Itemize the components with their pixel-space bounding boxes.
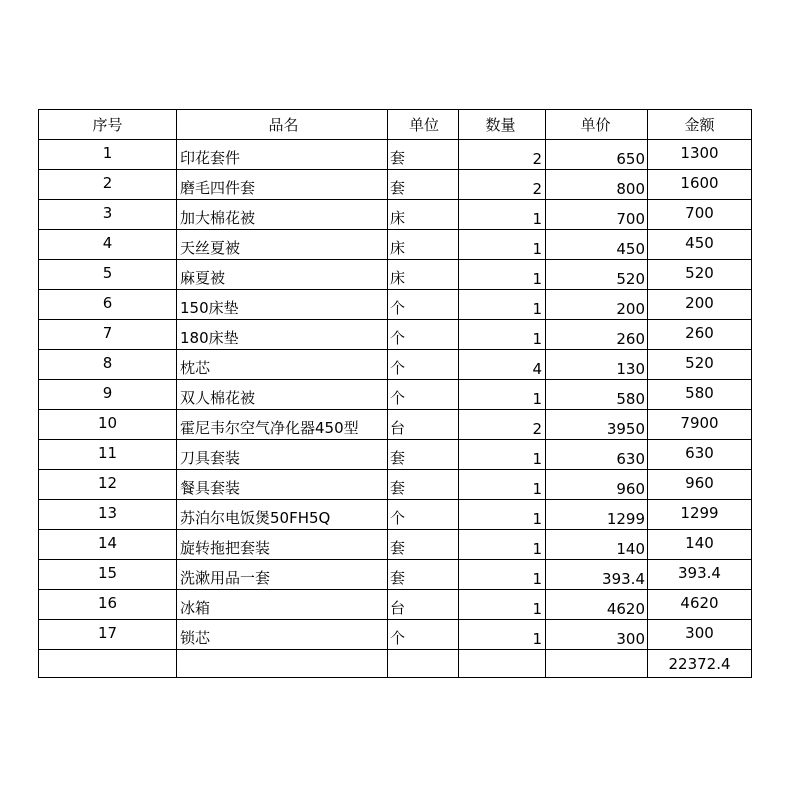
total-qty-cell — [459, 650, 546, 678]
table-row — [39, 260, 752, 290]
cell-seq: 8 — [39, 350, 177, 380]
cell-price: 300 — [546, 620, 648, 650]
cell-qty: 1 — [459, 260, 546, 290]
cell-qty: 2 — [459, 170, 546, 200]
table-row — [39, 170, 752, 200]
cell-name: 麻夏被 — [177, 260, 388, 290]
cell-qty: 1 — [459, 440, 546, 470]
cell-qty: 1 — [459, 560, 546, 590]
cell-seq: 3 — [39, 200, 177, 230]
cell-unit: 套 — [388, 470, 459, 500]
table-row — [39, 230, 752, 260]
cell-qty: 1 — [459, 380, 546, 410]
table-body — [39, 140, 752, 650]
cell-unit: 个 — [388, 620, 459, 650]
cell-amount: 140 — [648, 530, 752, 560]
cell-seq: 4 — [39, 230, 177, 260]
table-row — [39, 290, 752, 320]
cell-name: 霍尼韦尔空气净化器450型 — [177, 410, 388, 440]
total-name-cell — [177, 650, 388, 678]
cell-unit: 套 — [388, 530, 459, 560]
cell-name: 双人棉花被 — [177, 380, 388, 410]
cell-price: 140 — [546, 530, 648, 560]
cell-price: 393.4 — [546, 560, 648, 590]
header-seq: 序号 — [39, 110, 177, 140]
cell-seq: 11 — [39, 440, 177, 470]
cell-name: 锁芯 — [177, 620, 388, 650]
cell-unit: 套 — [388, 560, 459, 590]
cell-unit: 台 — [388, 590, 459, 620]
cell-seq: 13 — [39, 500, 177, 530]
cell-name: 刀具套装 — [177, 440, 388, 470]
cell-price: 700 — [546, 200, 648, 230]
cell-seq: 17 — [39, 620, 177, 650]
cell-price: 580 — [546, 380, 648, 410]
cell-name: 磨毛四件套 — [177, 170, 388, 200]
cell-qty: 1 — [459, 470, 546, 500]
cell-unit: 台 — [388, 410, 459, 440]
cell-amount: 393.4 — [648, 560, 752, 590]
cell-price: 130 — [546, 350, 648, 380]
cell-name: 洗漱用品一套 — [177, 560, 388, 590]
table-row — [39, 380, 752, 410]
cell-amount: 630 — [648, 440, 752, 470]
cell-seq: 9 — [39, 380, 177, 410]
cell-price: 200 — [546, 290, 648, 320]
cell-qty: 1 — [459, 290, 546, 320]
cell-seq: 12 — [39, 470, 177, 500]
table-row — [39, 200, 752, 230]
cell-amount: 1299 — [648, 500, 752, 530]
spreadsheet-table — [38, 109, 752, 678]
cell-seq: 7 — [39, 320, 177, 350]
cell-qty: 1 — [459, 230, 546, 260]
cell-unit: 套 — [388, 140, 459, 170]
cell-seq: 14 — [39, 530, 177, 560]
cell-name: 150床垫 — [177, 290, 388, 320]
total-price-cell — [546, 650, 648, 678]
cell-name: 枕芯 — [177, 350, 388, 380]
table-row — [39, 560, 752, 590]
cell-price: 520 — [546, 260, 648, 290]
cell-name: 天丝夏被 — [177, 230, 388, 260]
table-row — [39, 590, 752, 620]
table-row — [39, 320, 752, 350]
cell-qty: 1 — [459, 200, 546, 230]
table-row — [39, 530, 752, 560]
cell-unit: 床 — [388, 260, 459, 290]
cell-amount: 1600 — [648, 170, 752, 200]
cell-qty: 1 — [459, 590, 546, 620]
cell-unit: 床 — [388, 200, 459, 230]
cell-price: 450 — [546, 230, 648, 260]
cell-price: 650 — [546, 140, 648, 170]
cell-unit: 套 — [388, 440, 459, 470]
total-unit-cell — [388, 650, 459, 678]
cell-amount: 700 — [648, 200, 752, 230]
cell-price: 960 — [546, 470, 648, 500]
cell-name: 苏泊尔电饭煲50FH5Q — [177, 500, 388, 530]
total-seq-cell — [39, 650, 177, 678]
cell-name: 180床垫 — [177, 320, 388, 350]
cell-amount: 520 — [648, 260, 752, 290]
cell-qty: 1 — [459, 320, 546, 350]
table-row — [39, 350, 752, 380]
cell-name: 加大棉花被 — [177, 200, 388, 230]
table-row — [39, 470, 752, 500]
cell-seq: 6 — [39, 290, 177, 320]
cell-price: 1299 — [546, 500, 648, 530]
cell-name: 餐具套装 — [177, 470, 388, 500]
cell-name: 冰箱 — [177, 590, 388, 620]
cell-amount: 1300 — [648, 140, 752, 170]
cell-unit: 个 — [388, 320, 459, 350]
cell-amount: 300 — [648, 620, 752, 650]
cell-name: 印花套件 — [177, 140, 388, 170]
cell-unit: 个 — [388, 290, 459, 320]
cell-seq: 1 — [39, 140, 177, 170]
cell-amount: 450 — [648, 230, 752, 260]
cell-unit: 个 — [388, 380, 459, 410]
cell-unit: 床 — [388, 230, 459, 260]
cell-amount: 520 — [648, 350, 752, 380]
cell-unit: 套 — [388, 170, 459, 200]
cell-price: 630 — [546, 440, 648, 470]
cell-name: 旋转拖把套装 — [177, 530, 388, 560]
cell-seq: 2 — [39, 170, 177, 200]
cell-unit: 个 — [388, 500, 459, 530]
cell-seq: 10 — [39, 410, 177, 440]
cell-qty: 1 — [459, 530, 546, 560]
table-row — [39, 500, 752, 530]
cell-amount: 960 — [648, 470, 752, 500]
cell-amount: 7900 — [648, 410, 752, 440]
table-row — [39, 410, 752, 440]
cell-qty: 1 — [459, 620, 546, 650]
cell-seq: 5 — [39, 260, 177, 290]
header-unit: 单位 — [388, 110, 459, 140]
cell-price: 3950 — [546, 410, 648, 440]
header-amount: 金额 — [648, 110, 752, 140]
header-name: 品名 — [177, 110, 388, 140]
table-row — [39, 440, 752, 470]
cell-qty: 2 — [459, 410, 546, 440]
header-row — [39, 110, 752, 140]
cell-unit: 个 — [388, 350, 459, 380]
total-row — [39, 650, 752, 678]
cell-amount: 580 — [648, 380, 752, 410]
cell-amount: 4620 — [648, 590, 752, 620]
cell-amount: 260 — [648, 320, 752, 350]
header-qty: 数量 — [459, 110, 546, 140]
table-row — [39, 140, 752, 170]
cell-qty: 2 — [459, 140, 546, 170]
cell-seq: 16 — [39, 590, 177, 620]
cell-price: 4620 — [546, 590, 648, 620]
total-amount: 22372.4 — [648, 650, 752, 678]
cell-qty: 4 — [459, 350, 546, 380]
cell-amount: 200 — [648, 290, 752, 320]
cell-qty: 1 — [459, 500, 546, 530]
cell-seq: 15 — [39, 560, 177, 590]
header-price: 单价 — [546, 110, 648, 140]
cell-price: 260 — [546, 320, 648, 350]
cell-price: 800 — [546, 170, 648, 200]
table-row — [39, 620, 752, 650]
